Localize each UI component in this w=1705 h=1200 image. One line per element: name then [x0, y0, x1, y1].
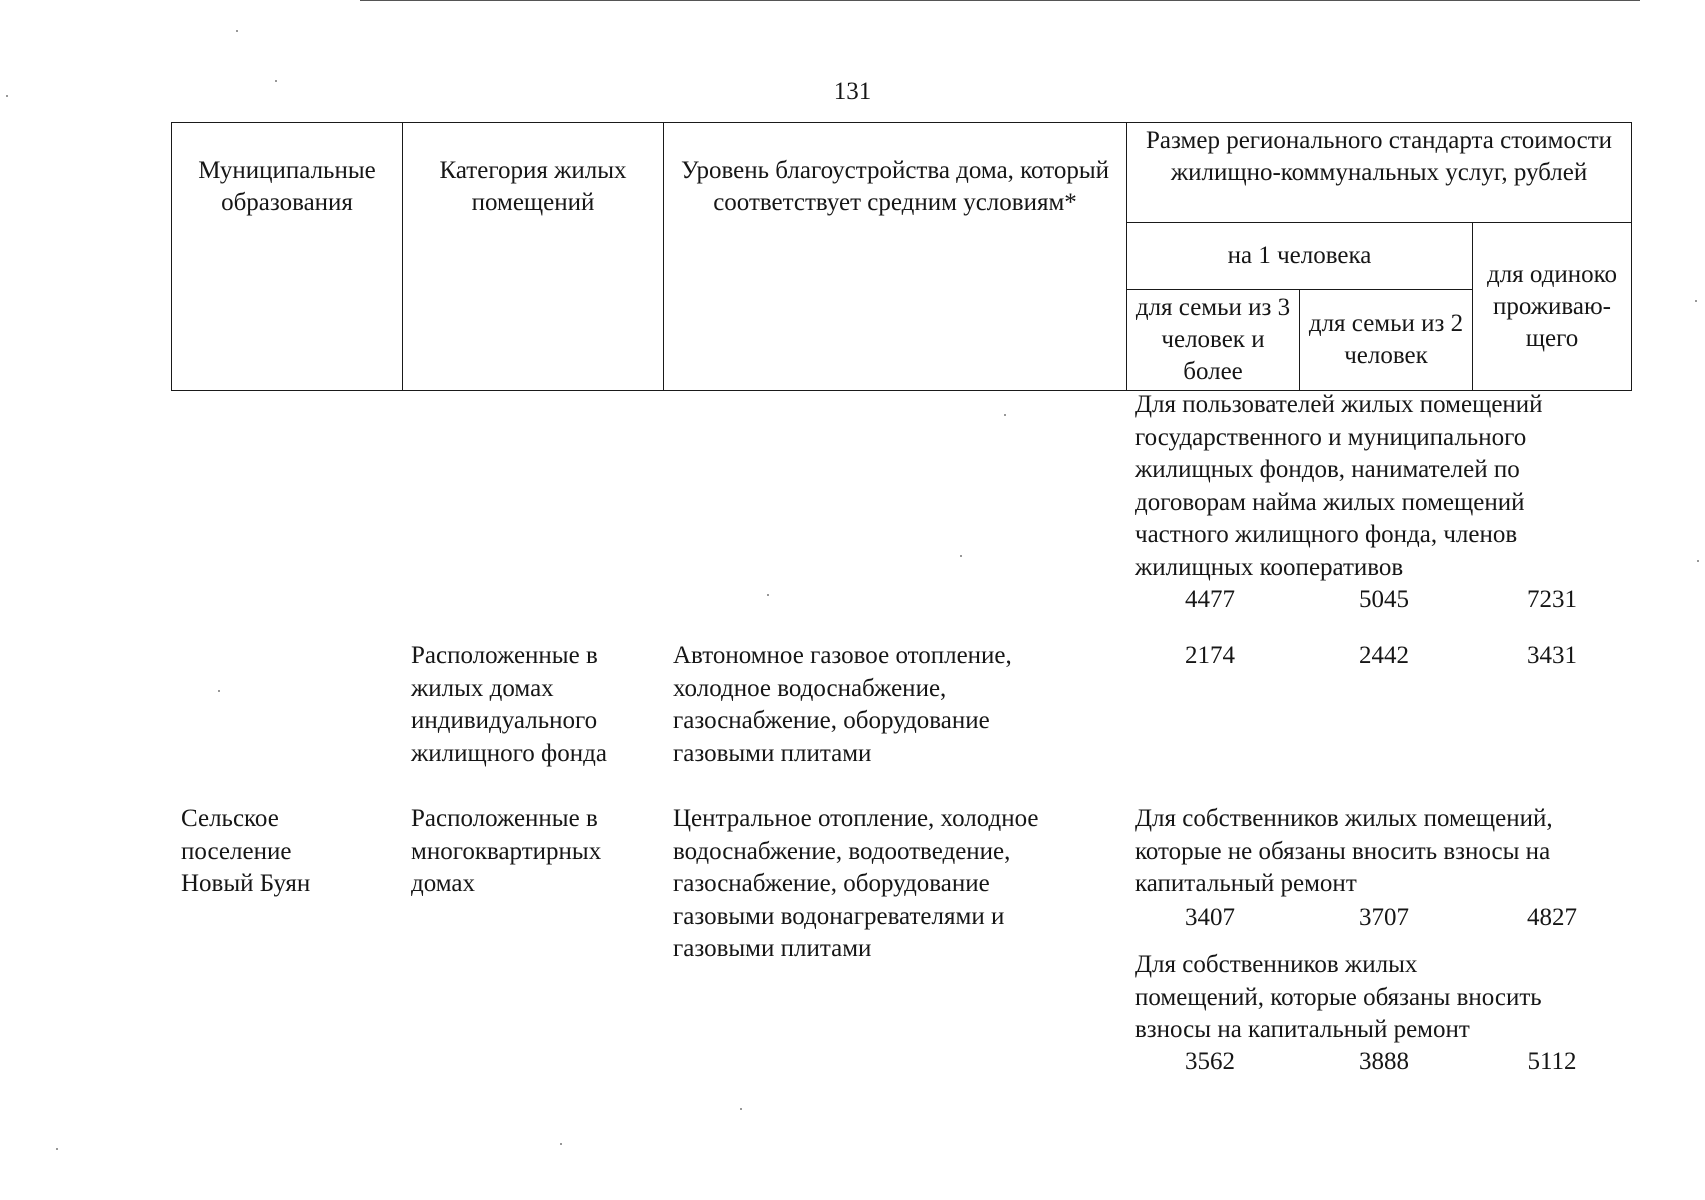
value-family2: 5045 — [1359, 586, 1409, 613]
level-line: холодное водоснабжение, — [673, 674, 947, 702]
value-family3: 3407 — [1185, 904, 1235, 931]
header-level-line1: Уровень благоустройства дома, который — [681, 157, 1109, 184]
value-family2: 3707 — [1359, 904, 1409, 931]
value-single: 4827 — [1527, 904, 1577, 931]
scan-speck — [560, 1143, 562, 1145]
level-line: газоснабжение, оборудование — [673, 707, 990, 734]
value-single: 5112 — [1527, 1048, 1577, 1075]
table-header — [171, 122, 1632, 391]
note-line: Для пользователей жилых помещений — [1135, 391, 1543, 418]
header-family2: для семьи из 2 человек — [1300, 290, 1473, 391]
category-line: домах — [411, 870, 475, 897]
note-line: государственного и муниципального — [1135, 423, 1527, 451]
category-apartment — [411, 803, 601, 901]
scan-speck — [56, 1148, 58, 1150]
scan-speck — [6, 95, 8, 97]
category-line: Расположенные в — [411, 642, 598, 669]
category-line: Расположенные в — [411, 805, 598, 832]
scan-speck — [275, 80, 277, 82]
top-edge-rule — [360, 0, 1640, 1]
header-family3: для семьи из 3 человек и более — [1127, 290, 1300, 391]
level-line: газовыми плитами — [673, 739, 872, 767]
level-line: газоснабжение, оборудование — [673, 870, 990, 897]
scan-speck — [767, 594, 769, 596]
scan-speck — [218, 690, 220, 692]
note-line: договорам найма жилых помещений — [1135, 488, 1525, 516]
header-level-line2: соответствует средним условиям* — [713, 189, 1077, 216]
note-line: взносы на капитальный ремонт — [1135, 1016, 1470, 1043]
level-line: газовыми водонагревателями и — [673, 902, 1005, 930]
page-number: 131 — [833, 78, 872, 105]
note-tenants — [1135, 389, 1543, 584]
value-family3: 3562 — [1185, 1048, 1235, 1075]
note-line: Для собственников жилых — [1135, 951, 1418, 978]
level-line: газовыми плитами — [673, 935, 872, 962]
level-line: Центральное отопление, холодное — [673, 805, 1039, 832]
municipality-line: Новый Буян — [181, 870, 311, 897]
header-category: Категория жилых помещений — [403, 123, 664, 391]
value-family2: 3888 — [1359, 1048, 1409, 1075]
value-family3: 4477 — [1185, 586, 1235, 613]
note-line: Для собственников жилых помещений, — [1135, 805, 1553, 832]
scan-speck — [960, 555, 962, 557]
note-line: которые не обязаны вносить взносы на — [1135, 837, 1551, 865]
level-apartment — [673, 803, 1039, 966]
scan-speck — [740, 1108, 742, 1110]
level-individual — [673, 640, 1012, 770]
header-single: для одиноко проживаю-щего — [1473, 223, 1632, 391]
note-line: капитальный ремонт — [1135, 870, 1357, 897]
header-standard: Размер регионального стандарта стоимости жилищно-коммунальных услуг, рублей — [1127, 123, 1632, 223]
note-line: жилищных кооперативов — [1135, 553, 1404, 581]
category-line: жилых домах — [411, 674, 554, 702]
level-line: водоснабжение, водоотведение, — [673, 837, 1011, 865]
note-line: помещений, которые обязаны вносить — [1135, 983, 1542, 1011]
header-municipal: Муниципальные образования — [172, 123, 403, 391]
level-line: Автономное газовое отопление, — [673, 642, 1012, 669]
value-family3: 2174 — [1185, 642, 1235, 669]
municipality-line: Сельское — [181, 805, 279, 832]
value-family2: 2442 — [1359, 642, 1409, 669]
category-individual — [411, 640, 607, 770]
municipality-novy-buyan — [181, 803, 310, 901]
value-single: 7231 — [1527, 586, 1577, 613]
category-line: многоквартирных — [411, 837, 602, 865]
header-level — [664, 123, 1127, 391]
note-owners-exempt — [1135, 803, 1553, 901]
scan-speck — [1697, 560, 1699, 562]
note-line: частного жилищного фонда, членов — [1135, 521, 1518, 548]
scan-speck — [1004, 414, 1006, 416]
scan-speck — [1695, 300, 1697, 302]
municipality-line: поселение — [181, 837, 292, 865]
category-line: жилищного фонда — [411, 739, 607, 767]
scan-speck — [236, 30, 238, 32]
note-line: жилищных фондов, нанимателей по — [1135, 456, 1520, 483]
note-owners-obliged — [1135, 949, 1542, 1047]
header-per-person: на 1 человека — [1127, 223, 1473, 290]
value-single: 3431 — [1527, 642, 1577, 669]
category-line: индивидуального — [411, 707, 598, 734]
